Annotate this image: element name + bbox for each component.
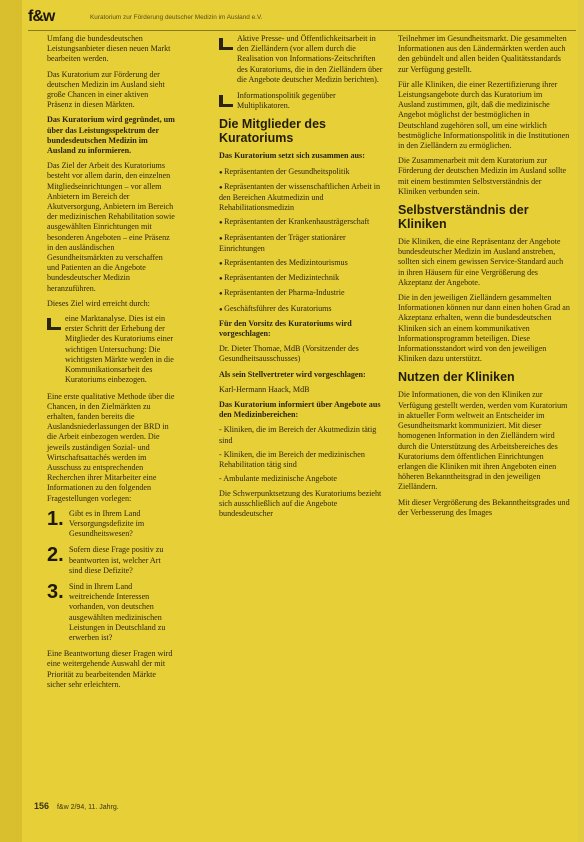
member-item: ● Repräsentanten der Pharma-Industrie xyxy=(219,288,386,299)
section-heading: Die Mitglieder des Kuratoriums xyxy=(219,117,326,146)
bold-paragraph: Für den Vorsitz des Kuratoriums wird vorgeschlagen: xyxy=(219,318,352,339)
paragraph: Das Kuratorium zur Förderung der deutschen Medizin im Ausland sieht große Chancen in einer aktiven Präsenz in diesen Märkten. xyxy=(47,69,165,110)
paragraph: Dieses Ziel wird erreicht durch: xyxy=(47,298,150,308)
paragraph: Teilnehmer im Gesundheitsmarkt. Die gesammelten Informationen aus den Ländermärkten werden auch den gebündelt und allen beiden Qualitätsstandards zur Verfügung gestellt. xyxy=(398,34,567,74)
paragraph: Die Kliniken, die eine Repräsentanz der Angebote bundesdeutscher Medizin im Ausland anstreben, sollten sich einem gewissen Service-Standard auch in ihren Häusern für eine Vergrößerung des Akzeptanz der Angebote. xyxy=(398,237,564,287)
running-header xyxy=(28,8,576,31)
arrow-item-text: eine Marktanalyse. Dies ist ein erster Schritt der Erhebung der Mitglieder des Kuratoriums einer wichtigen Untersuchung: Die wichtigsten Märkte werden in die Kommunikationsarbeit des Kuratoriums einbezogen. xyxy=(65,314,174,385)
arrow-item xyxy=(219,34,386,85)
question-number: 1. xyxy=(47,507,64,530)
member-item: ● Repräsentanten der wissenschaftlichen Arbeit in den Bereichen Akutmedizin und Rehabilitationsmedizin xyxy=(219,182,386,214)
section-heading: Selbstverständnis der Kliniken xyxy=(398,203,529,232)
footer-text: f&w 2/94, 11. Jahrg. xyxy=(56,804,119,811)
paragraph: Eine erste qualitative Methode über die Chancen, in den Zielmärkten zu erhalten, fanden bereits die Auslandsniederlassungen der BRD in die Arbeit einbezogen werden. Die jeweils zuständigen Sozial- und Wirtschaftsattachés werden im Ausschuss zu entsprechenden Recherchen ihrer Mitarbeiter eine Informationen zu den folgenden Fragestellungen vorlegen: xyxy=(47,391,175,503)
paragraph: Umfang die bundesdeutschen Leistungsanbieter diesen neuen Markt bearbeiten werden. xyxy=(47,34,171,64)
member-item: ● Repräsentanten des Medizintourismus xyxy=(219,258,386,269)
member-item: ● Repräsentanten der Medizintechnik xyxy=(219,273,386,284)
paragraph: Das Ziel der Arbeit des Kuratoriums besteht vor allem darin, den einzelnen Mitgliedseinrichtungen – vor allem Anbietern im Bereich der Akutversorgung, Anbietern im Bereich der medizinischen Rehabilitation sowie ausgewählten Einrichtungen mit besonderen Angeboten – eine Präsenz in den ausländischen Gesundheitsmärkten zu verschaffen und Patienten an die Angebote bundesdeutscher Medizin heranzuführen. xyxy=(47,161,175,293)
question-1 xyxy=(47,509,175,540)
area-item: - Ambulante medizinische Angebote xyxy=(219,474,338,484)
paragraph: Karl-Hermann Haack, MdB xyxy=(219,384,310,394)
paragraph: Die Schwerpunktsetzung des Kuratoriums bezieht sich ausschließlich auf die Angebote bundesdeutscher xyxy=(219,488,382,518)
member-item: ● Geschäftsführer des Kuratoriums xyxy=(219,304,386,315)
arrow-bullet-icon xyxy=(47,318,61,330)
column-1 xyxy=(47,34,175,695)
arrow-bullet-icon xyxy=(219,38,233,50)
member-item: ● Repräsentanten der Träger stationärer Einrichtungen xyxy=(219,233,386,254)
question-number: 3. xyxy=(47,580,64,603)
arrow-item-text: Aktive Presse- und Öffentlichkeitsarbeit in den Zielländern (vor allem durch die Realisation von Informations-Zeitschriften des Kuratoriums, die in den Zielländern über die Angebote deutscher Medizin berichten). xyxy=(237,34,383,84)
arrow-item xyxy=(47,314,175,385)
bold-paragraph: Das Kuratorium wird gegründet, um über das Leistungsspektrum der bundesdeutschen Medizin im Ausland zu informieren. xyxy=(47,115,175,156)
section-heading: Nutzen der Kliniken xyxy=(398,370,515,385)
member-item: ● Repräsentanten der Gesundheitspolitik xyxy=(219,167,386,178)
page-footer xyxy=(34,801,119,811)
arrow-item xyxy=(219,91,386,111)
bold-paragraph: Das Kuratorium informiert über Angebote aus den Medizinbereichen: xyxy=(219,400,381,420)
paragraph: Die Zusammenarbeit mit dem Kuratorium zur Förderung der deutschen Medizin im Ausland sollte mit einem bestimmten Selbstverständnis der Kliniken verbunden sein. xyxy=(398,156,567,196)
question-2 xyxy=(47,545,175,576)
question-text: Sofern diese Frage positiv zu beantworten ist, welcher Art sind diese Defizite? xyxy=(69,545,164,575)
member-item: ● Repräsentanten der Krankenhausträgerschaft xyxy=(219,217,386,228)
area-item: - Kliniken, die im Bereich der medizinischen Rehabilitation tätig sind xyxy=(219,449,365,470)
page-number: 156 xyxy=(34,801,50,811)
journal-logo: f&w xyxy=(28,8,55,25)
paragraph: Mit dieser Vergrößerung des Bekanntheitsgrades und der Verbesserung des Images xyxy=(398,497,570,517)
bold-paragraph: Das Kuratorium setzt sich zusammen aus: xyxy=(219,151,365,161)
arrow-bullet-icon xyxy=(219,95,233,107)
arrow-item-text: Informationspolitik gegenüber Multiplikatoren. xyxy=(237,91,336,111)
bold-paragraph: Als sein Stellvertreter wird vorgeschlagen: xyxy=(219,369,366,379)
paragraph: Die in den jeweiligen Zielländern gesammelten Informationen können nur dann einen hohen Grad an Akzeptanz erhalten, wenn die bundesdeutschen Kliniken sich an einem kommunikativen Informationsprogramm beteiligen. Diese Informationsstandort wird von den jeweiligen Kliniken dazu unterstützt. xyxy=(398,293,570,364)
page-shadow-left xyxy=(0,0,22,842)
paragraph: Dr. Dieter Thomae, MdB (Vorsitzender des Gesundheitsausschusses) xyxy=(219,344,359,364)
question-text: Gibt es in Ihrem Land Versorgungsdefizite im Gesundheitswesen? xyxy=(69,508,145,539)
column-3 xyxy=(398,34,570,523)
page-shadow-right xyxy=(578,0,584,842)
paragraph: Für alle Kliniken, die einer Rezertifizierung ihrer Leistungsangebote durch das Kuratorium im Ausland zustimmen, gilt, daß die medizinische Angebot möglichst der bestmöglichen in Deutschland zugehören soll, um eine wirklich bestmögliche Informationspolitik in die Institutionen in den Zielländern zu ermöglichen. xyxy=(398,79,570,151)
question-3 xyxy=(47,582,175,643)
header-text: Kuratorium zur Förderung deutscher Medizin im Ausland e.V. xyxy=(90,14,263,21)
question-number: 2. xyxy=(47,544,64,567)
question-text: Sind in Ihrem Land weitreichende Interessen vorhanden, von deutschen ausgewählten medizinischen Leistungen in Deutschland zu erwerben ist? xyxy=(69,581,166,642)
area-item: - Kliniken, die im Bereich der Akutmedizin tätig sind xyxy=(219,425,377,445)
paragraph: Eine Beantwortung dieser Fragen wird eine weitergehende Auswahl der mit Priorität zu bearbeitenden Märkte sicher sehr erleichtern. xyxy=(47,649,173,689)
column-2 xyxy=(219,34,386,524)
paragraph: Die Informationen, die von den Kliniken zur Verfügung gestellt werden, werden vom Kuratorium in aktueller Form weltweit an Entscheider im Gesundheitsmarkt kommuniziert. Mit dieser homogenen Information in den Zielländern wird durch die Unterstützung des Arbeitsbereiches des Kuratoriums dem öffentlichen Einrichtungen erlangen die Kliniken mit ihren Angeboten einen höheren Bekanntheitsgrad in den jeweiligen Zielländern. xyxy=(398,390,568,492)
